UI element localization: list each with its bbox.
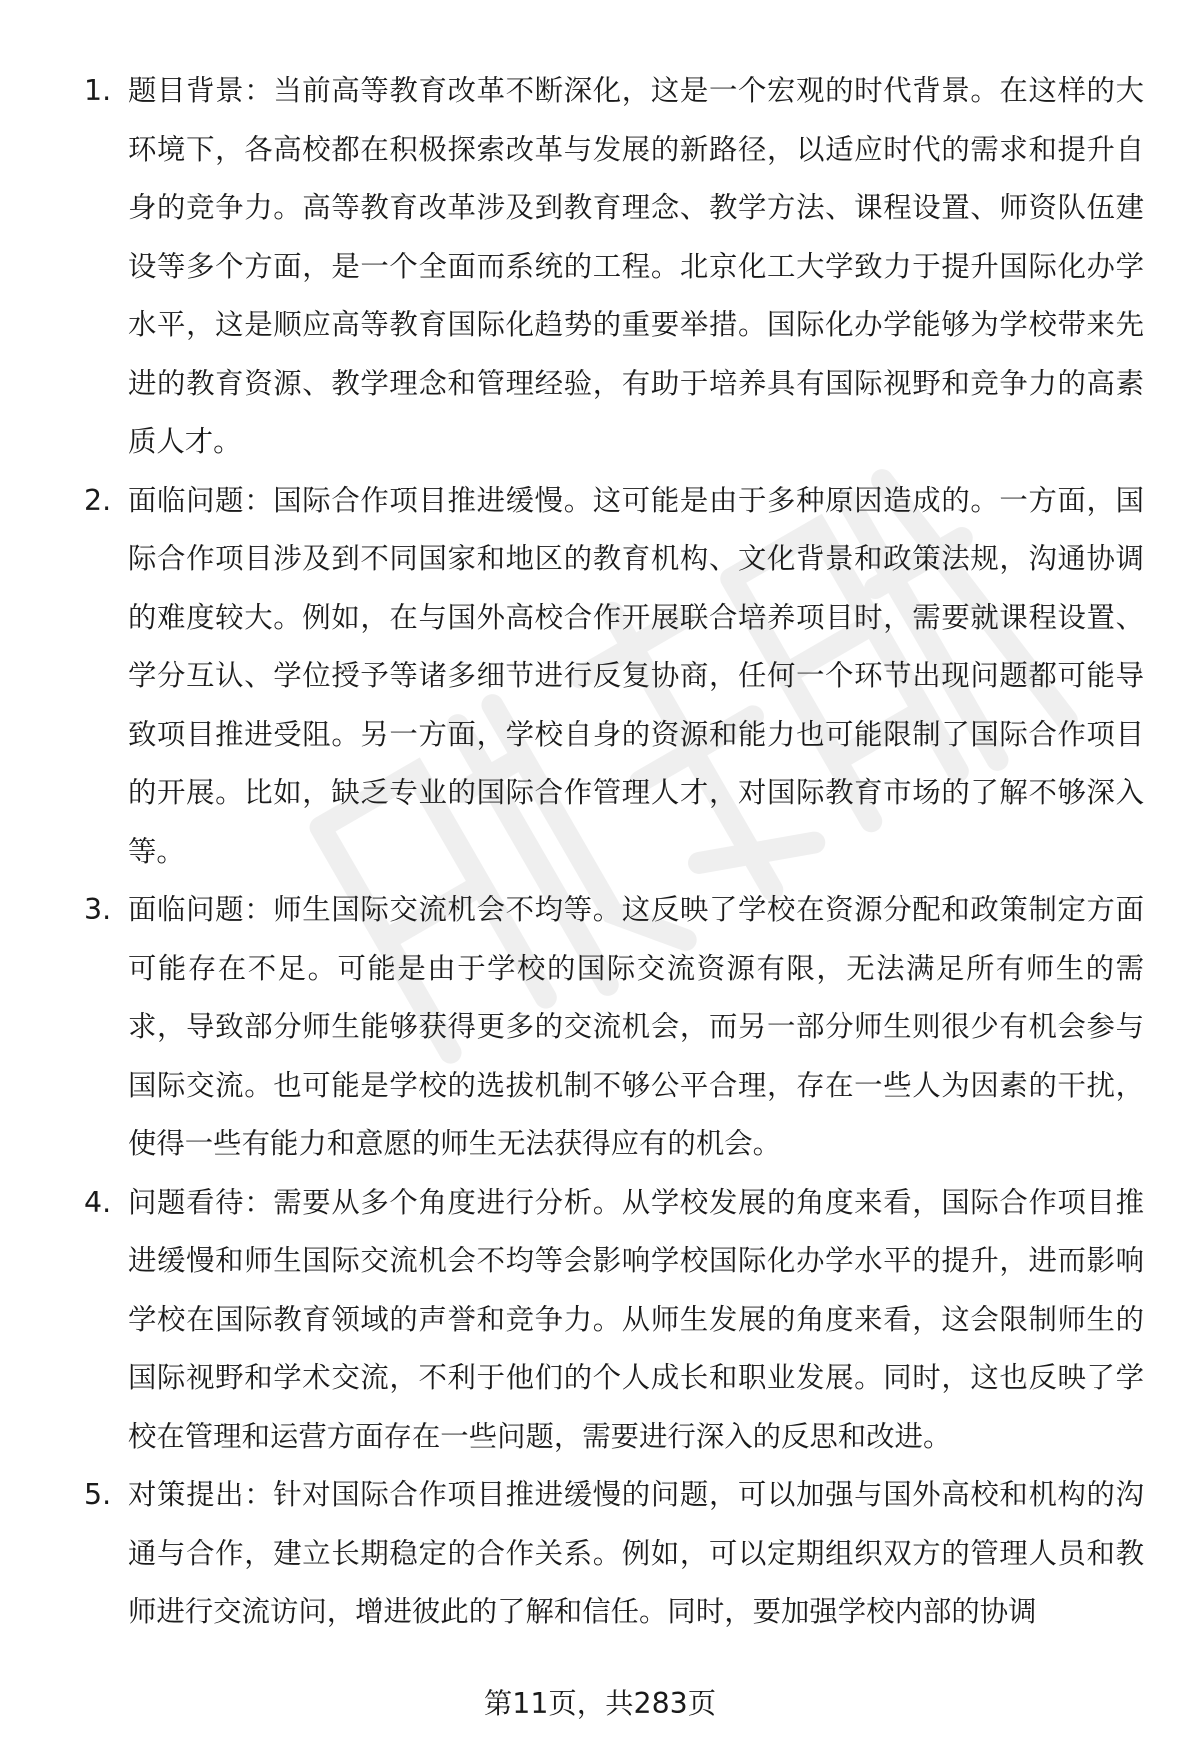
numbered-list	[84, 62, 1144, 1642]
item-number: 2.	[84, 483, 112, 517]
list-item	[84, 472, 1144, 882]
item-number: 3.	[84, 893, 112, 926]
list-item	[84, 1466, 1144, 1642]
item-number: 5.	[84, 1478, 112, 1511]
list-item	[84, 1174, 1144, 1467]
item-text: 面临问题：国际合作项目推进缓慢。这可能是由于多种原因造成的。一方面，国际合作项目涉及到不同国家和地区的教育机构、文化背景和政策法规，沟通协调的难度较大。例如，在与国外高校合作开展联合培养项目时，需要就课程设置、学分互认、学位授予等诸多细节进行反复协商，任何一个环节出现问题都可能导致项目推进受阻。另一方面，学校自身的资源和能力也可能限制了国际合作项目的开展。比如，缺乏专业的国际合作管理人才，对国际教育市场的了解不够深入等。	[128, 483, 1144, 868]
list-item	[84, 62, 1144, 472]
item-text: 题目背景：当前高等教育改革不断深化，这是一个宏观的时代背景。在这样的大环境下，各高校都在积极探索改革与发展的新路径，以适应时代的需求和提升自身的竞争力。高等教育改革涉及到教育理念、教学方法、课程设置、师资队伍建设等多个方面，是一个全面而系统的工程。北京化工大学致力于提升国际化办学水平，这是顺应高等教育国际化趋势的重要举措。国际化办学能够为学校带来先进的教育资源、教学理念和管理经验，有助于培养具有国际视野和竞争力的高素质人才。	[128, 74, 1144, 458]
item-text: 问题看待：需要从多个角度进行分析。从学校发展的角度来看，国际合作项目推进缓慢和师生国际交流机会不均等会影响学校国际化办学水平的提升，进而影响学校在国际教育领域的声誉和竞争力。从师生发展的角度来看，这会限制师生的国际视野和学术交流，不利于他们的个人成长和职业发展。同时，这也反映了学校在管理和运营方面存在一些问题，需要进行深入的反思和改进。	[128, 1185, 1144, 1453]
item-number: 4.	[84, 1185, 112, 1219]
page-number-footer: 第11页，共283页	[483, 1687, 717, 1720]
item-text: 对策提出：针对国际合作项目推进缓慢的问题，可以加强与国外高校和机构的沟通与合作，建立长期稳定的合作关系。例如，可以定期组织双方的管理人员和教师进行交流访问，增进彼此的了解和信任。同时，要加强学校内部的协调	[128, 1478, 1144, 1628]
item-number: 1.	[84, 74, 112, 107]
list-item	[84, 881, 1144, 1174]
item-text: 面临问题：师生国际交流机会不均等。这反映了学校在资源分配和政策制定方面可能存在不足。可能是由于学校的国际交流资源有限，无法满足所有师生的需求，导致部分师生能够获得更多的交流机会，而另一部分师生则很少有机会参与国际交流。也可能是学校的选拔机制不够公平合理，存在一些人为因素的干扰，使得一些有能力和意愿的师生无法获得应有的机会。	[128, 893, 1144, 1160]
